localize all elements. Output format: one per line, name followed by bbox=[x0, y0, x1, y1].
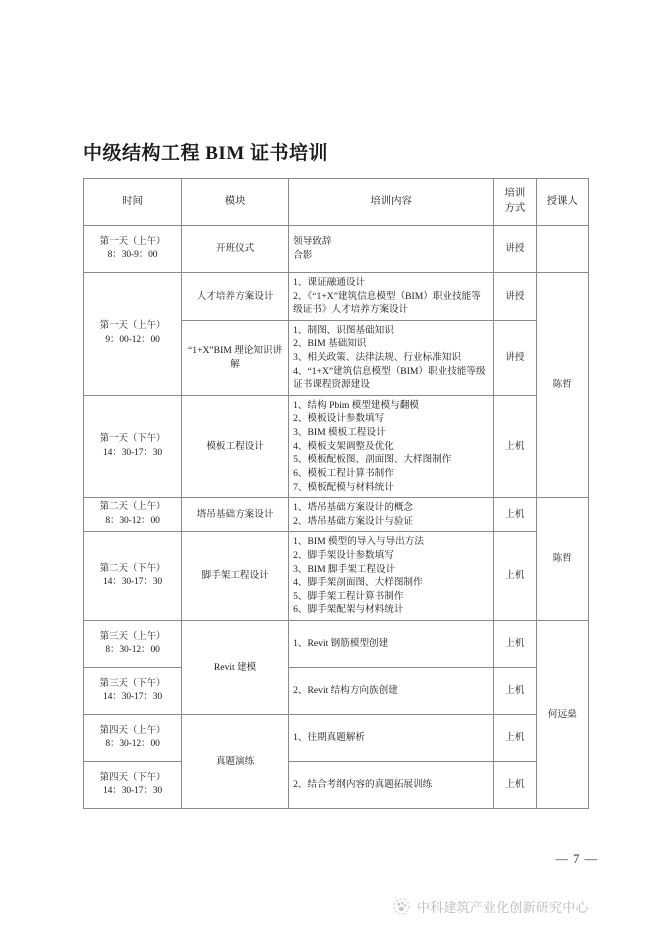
column-header-lecturer: 授课人 bbox=[536, 179, 588, 226]
column-header-time: 时间 bbox=[84, 179, 182, 226]
cell-module: 真题演练 bbox=[182, 715, 289, 809]
cell-module: 脚手架工程设计 bbox=[182, 532, 289, 621]
cell-lecturer: 陈哲 bbox=[536, 273, 588, 498]
table-row bbox=[84, 532, 589, 621]
table-row bbox=[84, 395, 589, 497]
table-row bbox=[84, 762, 589, 809]
column-header-method bbox=[494, 179, 536, 226]
cell-method: 上机 bbox=[494, 395, 536, 497]
cell-module: 人才培养方案设计 bbox=[182, 273, 289, 321]
cell-time: 第四天（上午） 8：30-12：00 bbox=[84, 715, 182, 762]
cell-method: 讲授 bbox=[494, 320, 536, 395]
cell-lecturer: 何远燊 bbox=[536, 621, 588, 809]
cell-module: 模板工程设计 bbox=[182, 395, 289, 497]
cell-method: 上机 bbox=[494, 621, 536, 668]
cell-module: Revit 建模 bbox=[182, 621, 289, 715]
table-row bbox=[84, 668, 589, 715]
cell-time: 第四天（下午） 14：30-17：30 bbox=[84, 762, 182, 809]
column-header-content: 培训内容 bbox=[289, 179, 494, 226]
cell-method: 上机 bbox=[494, 668, 536, 715]
cell-time: 第二天（下午） 14：30-17：30 bbox=[84, 532, 182, 621]
column-header-module: 模块 bbox=[182, 179, 289, 226]
cell-time: 第三天（下午） 14：30-17：30 bbox=[84, 668, 182, 715]
cell-module: 塔吊基础方案设计 bbox=[182, 498, 289, 532]
cell-content: 1、课证融通设计 2、《“1+X”建筑信息模型（BIM）职业技能等级证书》人才培养方案设计 bbox=[289, 273, 494, 321]
cell-content: 2、Revit 结构方向族创建 bbox=[289, 668, 494, 715]
cell-content: 1、Revit 钢筋模型创建 bbox=[289, 621, 494, 668]
cell-content: 1、往期真题解析 bbox=[289, 715, 494, 762]
cell-method: 上机 bbox=[494, 762, 536, 809]
cell-content: 领导致辞 合影 bbox=[289, 226, 494, 273]
cell-time: 第二天（上午） 8：30-12：00 bbox=[84, 498, 182, 532]
cell-method: 上机 bbox=[494, 532, 536, 621]
training-schedule-table bbox=[83, 178, 589, 809]
cell-time: 第三天（上午） 8：30-12：00 bbox=[84, 621, 182, 668]
page-number: — 7 — bbox=[555, 852, 598, 866]
column-header-method-line2: 方式 bbox=[504, 203, 526, 214]
cell-content: 1、塔吊基础方案设计的概念 2、塔吊基础方案设计与验证 bbox=[289, 498, 494, 532]
cell-time: 第一天（上午） 8：30-9：00 bbox=[84, 226, 182, 273]
page-title: 中级结构工程 BIM 证书培训 bbox=[83, 143, 329, 164]
cell-method: 讲授 bbox=[494, 226, 536, 273]
column-header-method-line1: 培训 bbox=[504, 188, 526, 200]
cell-time: 第一天（下午） 14：30-17：30 bbox=[84, 395, 182, 497]
cell-time: 第一天（上午） 9：00-12：00 bbox=[84, 273, 182, 396]
table-row bbox=[84, 715, 589, 762]
cell-lecturer: 陈哲 bbox=[536, 498, 588, 621]
table-row bbox=[84, 273, 589, 321]
paw-logo-icon bbox=[393, 898, 410, 915]
table-header-row bbox=[84, 179, 589, 226]
cell-lecturer bbox=[536, 226, 588, 273]
watermark bbox=[393, 897, 589, 916]
table-row bbox=[84, 621, 589, 668]
cell-method: 上机 bbox=[494, 498, 536, 532]
cell-method: 讲授 bbox=[494, 273, 536, 321]
cell-content: 1、制图、识图基础知识 2、BIM 基础知识 3、相关政策、法律法规、行业标准知识 4、“1+X”建筑信息模型（BIM）职业技能等级证书课程资源建设 bbox=[289, 320, 494, 395]
cell-method: 上机 bbox=[494, 715, 536, 762]
cell-module: “1+X”BIM 理论知识讲解 bbox=[182, 320, 289, 395]
table-row bbox=[84, 498, 589, 532]
watermark-label: 中科建筑产业化创新研究中心 bbox=[417, 900, 589, 915]
cell-module: 开班仪式 bbox=[182, 226, 289, 273]
cell-content: 2、结合考纲内容的真题拓展训练 bbox=[289, 762, 494, 809]
cell-content: 1、BIM 模型的导入与导出方法 2、脚手架设计参数填写 3、BIM 脚手架工程设计 4、脚手架剖面图、大样图制作 5、脚手架工程计算书制作 6、脚手架配架与材料统计 bbox=[289, 532, 494, 621]
table-row bbox=[84, 226, 589, 273]
cell-content: 1、结构 Pbim 模型建模与翻模 2、模板设计参数填写 3、BIM 模板工程设计 4、模板支架调整及优化 5、模板配板图、剖面图、大样图制作 6、模板工程计算书制作 7、模板配模与材料统计 bbox=[289, 395, 494, 497]
